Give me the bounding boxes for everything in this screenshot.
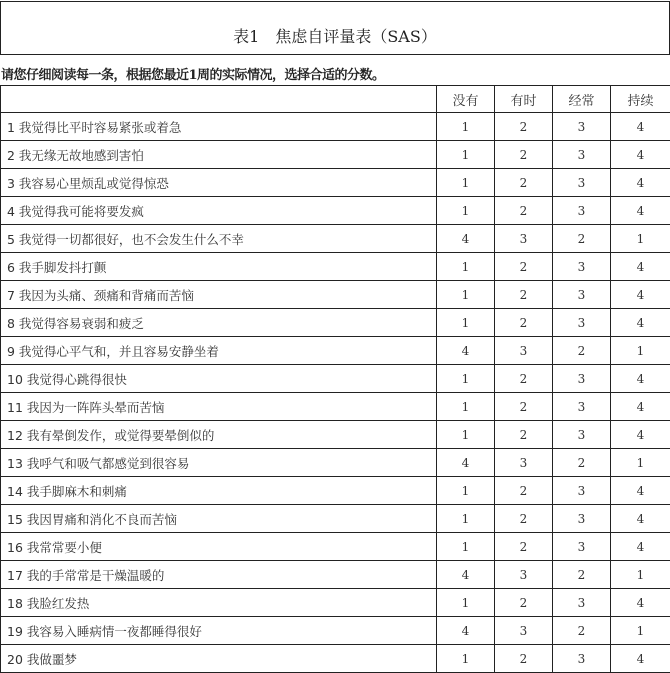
- score-cell[interactable]: 1: [611, 561, 670, 589]
- item-label: 13 我呼气和吸气都感觉到很容易: [1, 449, 437, 477]
- item-label: 12 我有晕倒发作，或觉得要晕倒似的: [1, 421, 437, 449]
- item-label: 18 我脸红发热: [1, 589, 437, 617]
- score-cell[interactable]: 3: [495, 225, 553, 253]
- score-cell[interactable]: 4: [611, 505, 670, 533]
- table-row: [1, 617, 670, 645]
- item-label: 4 我觉得我可能将要发疯: [1, 197, 437, 225]
- score-cell[interactable]: 3: [553, 505, 611, 533]
- score-cell[interactable]: 4: [611, 645, 670, 673]
- score-cell[interactable]: 4: [437, 337, 495, 365]
- header-cell-always: 持续: [611, 86, 670, 113]
- header-cell-often: 经常: [553, 86, 611, 113]
- header-cell-never: 没有: [437, 86, 495, 113]
- score-cell[interactable]: 1: [437, 197, 495, 225]
- table-row: [1, 449, 670, 477]
- score-cell[interactable]: 3: [553, 309, 611, 337]
- score-cell[interactable]: 4: [611, 253, 670, 281]
- score-cell[interactable]: 4: [611, 197, 670, 225]
- score-cell[interactable]: 3: [553, 113, 611, 141]
- item-label: 8 我觉得容易衰弱和疲乏: [1, 309, 437, 337]
- score-cell[interactable]: 3: [553, 281, 611, 309]
- score-cell[interactable]: 1: [437, 309, 495, 337]
- score-cell[interactable]: 2: [495, 393, 553, 421]
- score-cell[interactable]: 2: [495, 309, 553, 337]
- table-row: [1, 645, 670, 673]
- table-row: [1, 225, 670, 253]
- score-cell[interactable]: 2: [495, 141, 553, 169]
- item-label: 7 我因为头痛、颈痛和背痛而苦恼: [1, 281, 437, 309]
- score-cell[interactable]: 4: [611, 477, 670, 505]
- score-cell[interactable]: 3: [553, 141, 611, 169]
- score-cell[interactable]: 1: [437, 365, 495, 393]
- item-label: 1 我觉得比平时容易紧张或着急: [1, 113, 437, 141]
- score-cell[interactable]: 2: [553, 561, 611, 589]
- score-cell[interactable]: 3: [553, 253, 611, 281]
- score-cell[interactable]: 3: [553, 197, 611, 225]
- score-cell[interactable]: 1: [437, 253, 495, 281]
- score-cell[interactable]: 1: [437, 589, 495, 617]
- score-cell[interactable]: 3: [553, 421, 611, 449]
- score-cell[interactable]: 4: [611, 365, 670, 393]
- table-row: [1, 113, 670, 141]
- table-row: [1, 505, 670, 533]
- score-cell[interactable]: 1: [437, 393, 495, 421]
- score-cell[interactable]: 4: [611, 533, 670, 561]
- score-cell[interactable]: 2: [495, 281, 553, 309]
- score-cell[interactable]: 1: [437, 645, 495, 673]
- score-cell[interactable]: 1: [437, 141, 495, 169]
- score-cell[interactable]: 4: [437, 561, 495, 589]
- score-cell[interactable]: 4: [611, 141, 670, 169]
- table-row: [1, 197, 670, 225]
- score-cell[interactable]: 2: [553, 449, 611, 477]
- table-row: [1, 589, 670, 617]
- table-row: [1, 477, 670, 505]
- score-cell[interactable]: 1: [437, 477, 495, 505]
- item-label: 3 我容易心里烦乱或觉得惊恐: [1, 169, 437, 197]
- table-row: [1, 365, 670, 393]
- score-cell[interactable]: 2: [553, 337, 611, 365]
- item-label: 9 我觉得心平气和，并且容易安静坐着: [1, 337, 437, 365]
- score-cell[interactable]: 3: [495, 449, 553, 477]
- score-cell[interactable]: 2: [495, 365, 553, 393]
- score-cell[interactable]: 1: [437, 169, 495, 197]
- score-cell[interactable]: 2: [495, 253, 553, 281]
- score-cell[interactable]: 4: [611, 169, 670, 197]
- table-row: [1, 141, 670, 169]
- table-row: [1, 421, 670, 449]
- score-cell[interactable]: 2: [495, 477, 553, 505]
- table-row: [1, 309, 670, 337]
- item-label: 15 我因胃痛和消化不良而苦恼: [1, 505, 437, 533]
- score-cell[interactable]: 1: [611, 617, 670, 645]
- score-cell[interactable]: 4: [611, 309, 670, 337]
- score-cell[interactable]: 1: [437, 505, 495, 533]
- table-header-row: [1, 86, 670, 113]
- item-label: 11 我因为一阵阵头晕而苦恼: [1, 393, 437, 421]
- score-cell[interactable]: 4: [611, 589, 670, 617]
- item-label: 5 我觉得一切都很好，也不会发生什么不幸: [1, 225, 437, 253]
- score-cell[interactable]: 3: [553, 365, 611, 393]
- score-cell[interactable]: 1: [437, 281, 495, 309]
- item-label: 10 我觉得心跳得很快: [1, 365, 437, 393]
- score-cell[interactable]: 3: [553, 169, 611, 197]
- item-label: 14 我手脚麻木和刺痛: [1, 477, 437, 505]
- score-cell[interactable]: 3: [553, 589, 611, 617]
- score-cell[interactable]: 2: [495, 505, 553, 533]
- score-cell[interactable]: 4: [437, 449, 495, 477]
- score-cell[interactable]: 3: [553, 393, 611, 421]
- score-cell[interactable]: 1: [611, 449, 670, 477]
- score-cell[interactable]: 1: [611, 225, 670, 253]
- score-cell[interactable]: 3: [495, 561, 553, 589]
- score-cell[interactable]: 4: [437, 225, 495, 253]
- score-cell[interactable]: 4: [611, 113, 670, 141]
- table-row: [1, 561, 670, 589]
- score-cell[interactable]: 4: [611, 393, 670, 421]
- item-label: 19 我容易入睡病情一夜都睡得很好: [1, 617, 437, 645]
- table-row: [1, 337, 670, 365]
- sas-table: [0, 85, 670, 673]
- table-row: [1, 281, 670, 309]
- score-cell[interactable]: 1: [437, 421, 495, 449]
- table-row: [1, 169, 670, 197]
- score-cell[interactable]: 4: [437, 617, 495, 645]
- header-cell-sometimes: 有时: [495, 86, 553, 113]
- title-box: [0, 1, 670, 55]
- score-cell[interactable]: 3: [553, 533, 611, 561]
- table-row: [1, 253, 670, 281]
- score-cell[interactable]: 2: [495, 197, 553, 225]
- score-cell[interactable]: 3: [495, 617, 553, 645]
- table-row: [1, 533, 670, 561]
- score-cell[interactable]: 2: [495, 421, 553, 449]
- score-cell[interactable]: 1: [437, 533, 495, 561]
- score-cell[interactable]: 4: [611, 281, 670, 309]
- score-cell[interactable]: 2: [495, 169, 553, 197]
- header-cell-item: [1, 86, 437, 113]
- score-cell[interactable]: 4: [611, 421, 670, 449]
- item-label: 16 我常常要小便: [1, 533, 437, 561]
- score-cell[interactable]: 2: [495, 589, 553, 617]
- item-label: 6 我手脚发抖打颤: [1, 253, 437, 281]
- score-cell[interactable]: 1: [611, 337, 670, 365]
- item-label: 2 我无缘无故地感到害怕: [1, 141, 437, 169]
- table-row: [1, 393, 670, 421]
- score-cell[interactable]: 3: [553, 645, 611, 673]
- score-cell[interactable]: 2: [553, 617, 611, 645]
- score-cell[interactable]: 2: [495, 533, 553, 561]
- score-cell[interactable]: 2: [495, 645, 553, 673]
- score-cell[interactable]: 2: [495, 113, 553, 141]
- score-cell[interactable]: 3: [553, 477, 611, 505]
- item-label: 20 我做噩梦: [1, 645, 437, 673]
- table-title: 表1 焦虑自评量表（SAS）: [233, 27, 437, 46]
- item-label: 17 我的手常常是干燥温暖的: [1, 561, 437, 589]
- instruction-text: 请您仔细阅读每一条，根据您最近1周的实际情况，选择合适的分数。: [1, 68, 385, 83]
- score-cell[interactable]: 1: [437, 113, 495, 141]
- score-cell[interactable]: 2: [553, 225, 611, 253]
- score-cell[interactable]: 3: [495, 337, 553, 365]
